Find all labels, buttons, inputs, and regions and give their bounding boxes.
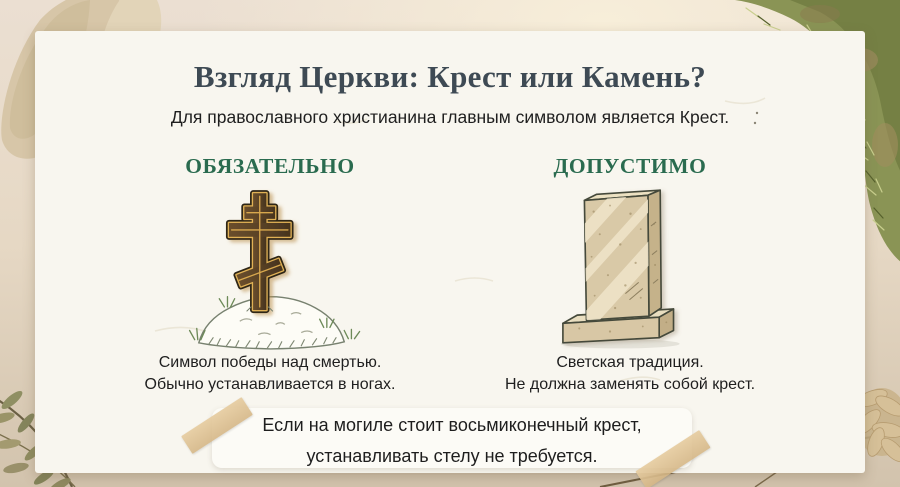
page-title: Взгляд Церкви: Крест или Камень? bbox=[193, 59, 707, 94]
callout-line: Если на могиле стоит восьмиконечный крест, bbox=[262, 415, 642, 435]
orthodox-cross-illustration bbox=[168, 183, 373, 352]
callout-note bbox=[212, 408, 692, 468]
column-mandatory-heading: ОБЯЗАТЕЛЬНО bbox=[185, 154, 355, 178]
caption-line: Обычно устанавливается в ногах. bbox=[144, 375, 396, 393]
page-subtitle: Для православного христианина главным символом является Крест. bbox=[170, 107, 730, 127]
column-mandatory bbox=[90, 151, 450, 395]
caption-line: Символ победы над смертью. bbox=[158, 354, 382, 371]
column-mandatory-caption bbox=[90, 352, 450, 395]
column-permissible-heading: ДОПУСТИМО bbox=[553, 154, 707, 178]
grave-mound bbox=[189, 297, 359, 349]
stone-stele-illustration bbox=[528, 183, 733, 352]
callout-line: устанавливать стелу не требуется. bbox=[306, 445, 598, 466]
eight-pointed-cross bbox=[229, 193, 290, 310]
content-card bbox=[35, 31, 865, 473]
caption-line: Светская традиция. bbox=[556, 354, 704, 371]
column-permissible bbox=[450, 151, 810, 395]
caption-line: Не должна заменять собой крест. bbox=[504, 375, 756, 393]
column-permissible-caption bbox=[450, 352, 810, 395]
